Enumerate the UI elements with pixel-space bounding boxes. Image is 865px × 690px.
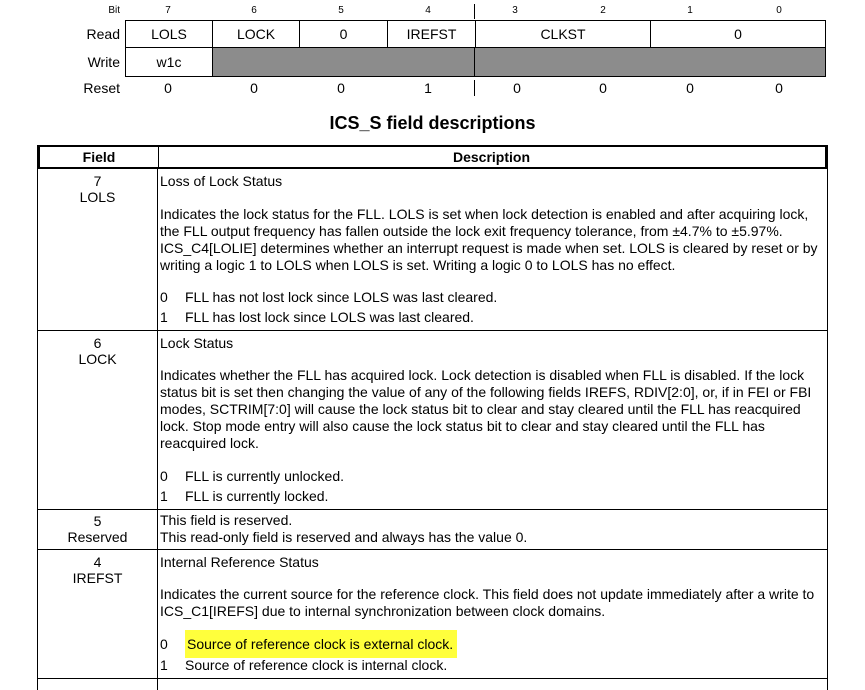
bit-label: Bit — [108, 5, 120, 16]
enum-value: 1 FLL has lost lock since LOLS was last cleared. — [160, 309, 474, 325]
field-number: 7 — [93, 173, 102, 189]
read-cell-lols: LOLS — [125, 20, 213, 48]
reset-value: 0 — [337, 80, 345, 96]
highlighted-text: Source of reference clock is external clock. — [185, 630, 457, 658]
enum-value: 0 FLL is currently unlocked. — [160, 468, 344, 484]
read-row-label: Read — [86, 26, 120, 42]
enum-value: 0 FLL has not lost lock since LOLS was last cleared. — [160, 289, 498, 305]
table-title: ICS_S field descriptions — [329, 113, 536, 133]
read-cell-irefst: IREFST — [387, 20, 476, 48]
reset-value: 0 — [599, 80, 607, 96]
reset-value: 0 — [250, 80, 258, 96]
table-header — [38, 145, 827, 169]
field-name: LOCK — [78, 351, 117, 367]
reset-value: 0 — [513, 80, 521, 96]
enum-value: 1 FLL is currently locked. — [160, 488, 329, 504]
nibble-divider — [474, 4, 475, 19]
bit-number: 5 — [338, 5, 344, 16]
field-description: Indicates the lock status for the FLL. LOLS is set when lock detection is enabled and after acquiring lock, the FLL output frequency has fallen outside the lock exit frequency tolerance, from ±4.7% to ±5.97%. ICS_C4[LOLIE] determines whether an interrupt request is made when set. LOLS is cleared by reset or by writing a logic 1 to LOLS when LOLS is set. Writing a logic 0 to LOLS has no effect. — [160, 206, 818, 273]
field-name: IREFST — [72, 570, 123, 586]
read-cell-bits-1-0: 0 — [650, 20, 826, 48]
write-cell-lols: w1c — [125, 47, 213, 77]
bit-number: 4 — [425, 5, 431, 16]
field-title: Internal Reference Status — [160, 554, 319, 570]
field-column-header: Field — [40, 147, 159, 167]
reset-value: 0 — [686, 80, 694, 96]
field-name: LOLS — [79, 189, 116, 205]
field-title: This field is reserved. — [160, 512, 293, 528]
field-number: 4 — [93, 554, 102, 570]
field-number: 5 — [93, 513, 102, 529]
bit-number: 1 — [687, 5, 693, 16]
read-cell-reserved: 0 — [299, 20, 388, 48]
column-divider — [157, 169, 158, 690]
row-divider — [38, 509, 827, 510]
reset-value: 0 — [164, 80, 172, 96]
field-description: This read-only field is reserved and always has the value 0. — [160, 529, 528, 545]
reset-value: 1 — [424, 80, 432, 96]
reset-value: 0 — [775, 80, 783, 96]
row-divider — [38, 678, 827, 679]
field-description: Indicates the current source for the reference clock. This field does not update immediately after a write to ICS_C1[IREFS] due to internal synchronization between clock domains. — [160, 586, 815, 619]
field-description-table — [37, 145, 828, 690]
bit-number: 2 — [600, 5, 606, 16]
row-divider — [38, 330, 827, 331]
read-cell-lock: LOCK — [212, 20, 300, 48]
field-title: Lock Status — [160, 335, 234, 351]
bit-number: 3 — [512, 5, 518, 16]
bit-number: 0 — [776, 5, 782, 16]
enum-value: 0 Source of reference clock is external clock. — [160, 634, 822, 654]
bit-number: 7 — [165, 5, 171, 16]
description-column-header: Description — [452, 149, 530, 165]
bit-number: 6 — [251, 5, 257, 16]
read-cell-clkst: CLKST — [475, 20, 651, 48]
enum-value: 1 Source of reference clock is internal clock. — [160, 657, 448, 673]
write-cell-divider — [474, 47, 475, 77]
row-divider — [38, 549, 827, 550]
nibble-divider — [474, 80, 475, 96]
write-row-label: Write — [87, 54, 120, 70]
reset-row-label: Reset — [83, 80, 120, 96]
field-title: Loss of Lock Status — [160, 173, 283, 189]
field-name: Reserved — [67, 529, 128, 545]
write-cell-readonly — [212, 47, 826, 77]
field-number: 6 — [93, 335, 102, 351]
field-description: Indicates whether the FLL has acquired lock. Lock detection is disabled when FLL is disabled. If the lock status bit is set then changing the value of any of the following fields IREFS, RDIV[2:0], or, if in FEI or FBI modes, SCTRIM[7:0] will cause the lock status bit to clear and stay cleared until the FLL has reacquired lock. Stop mode entry will also cause the lock status bit to clear and stay cleared until the FLL has reacquired lock. — [160, 367, 812, 451]
